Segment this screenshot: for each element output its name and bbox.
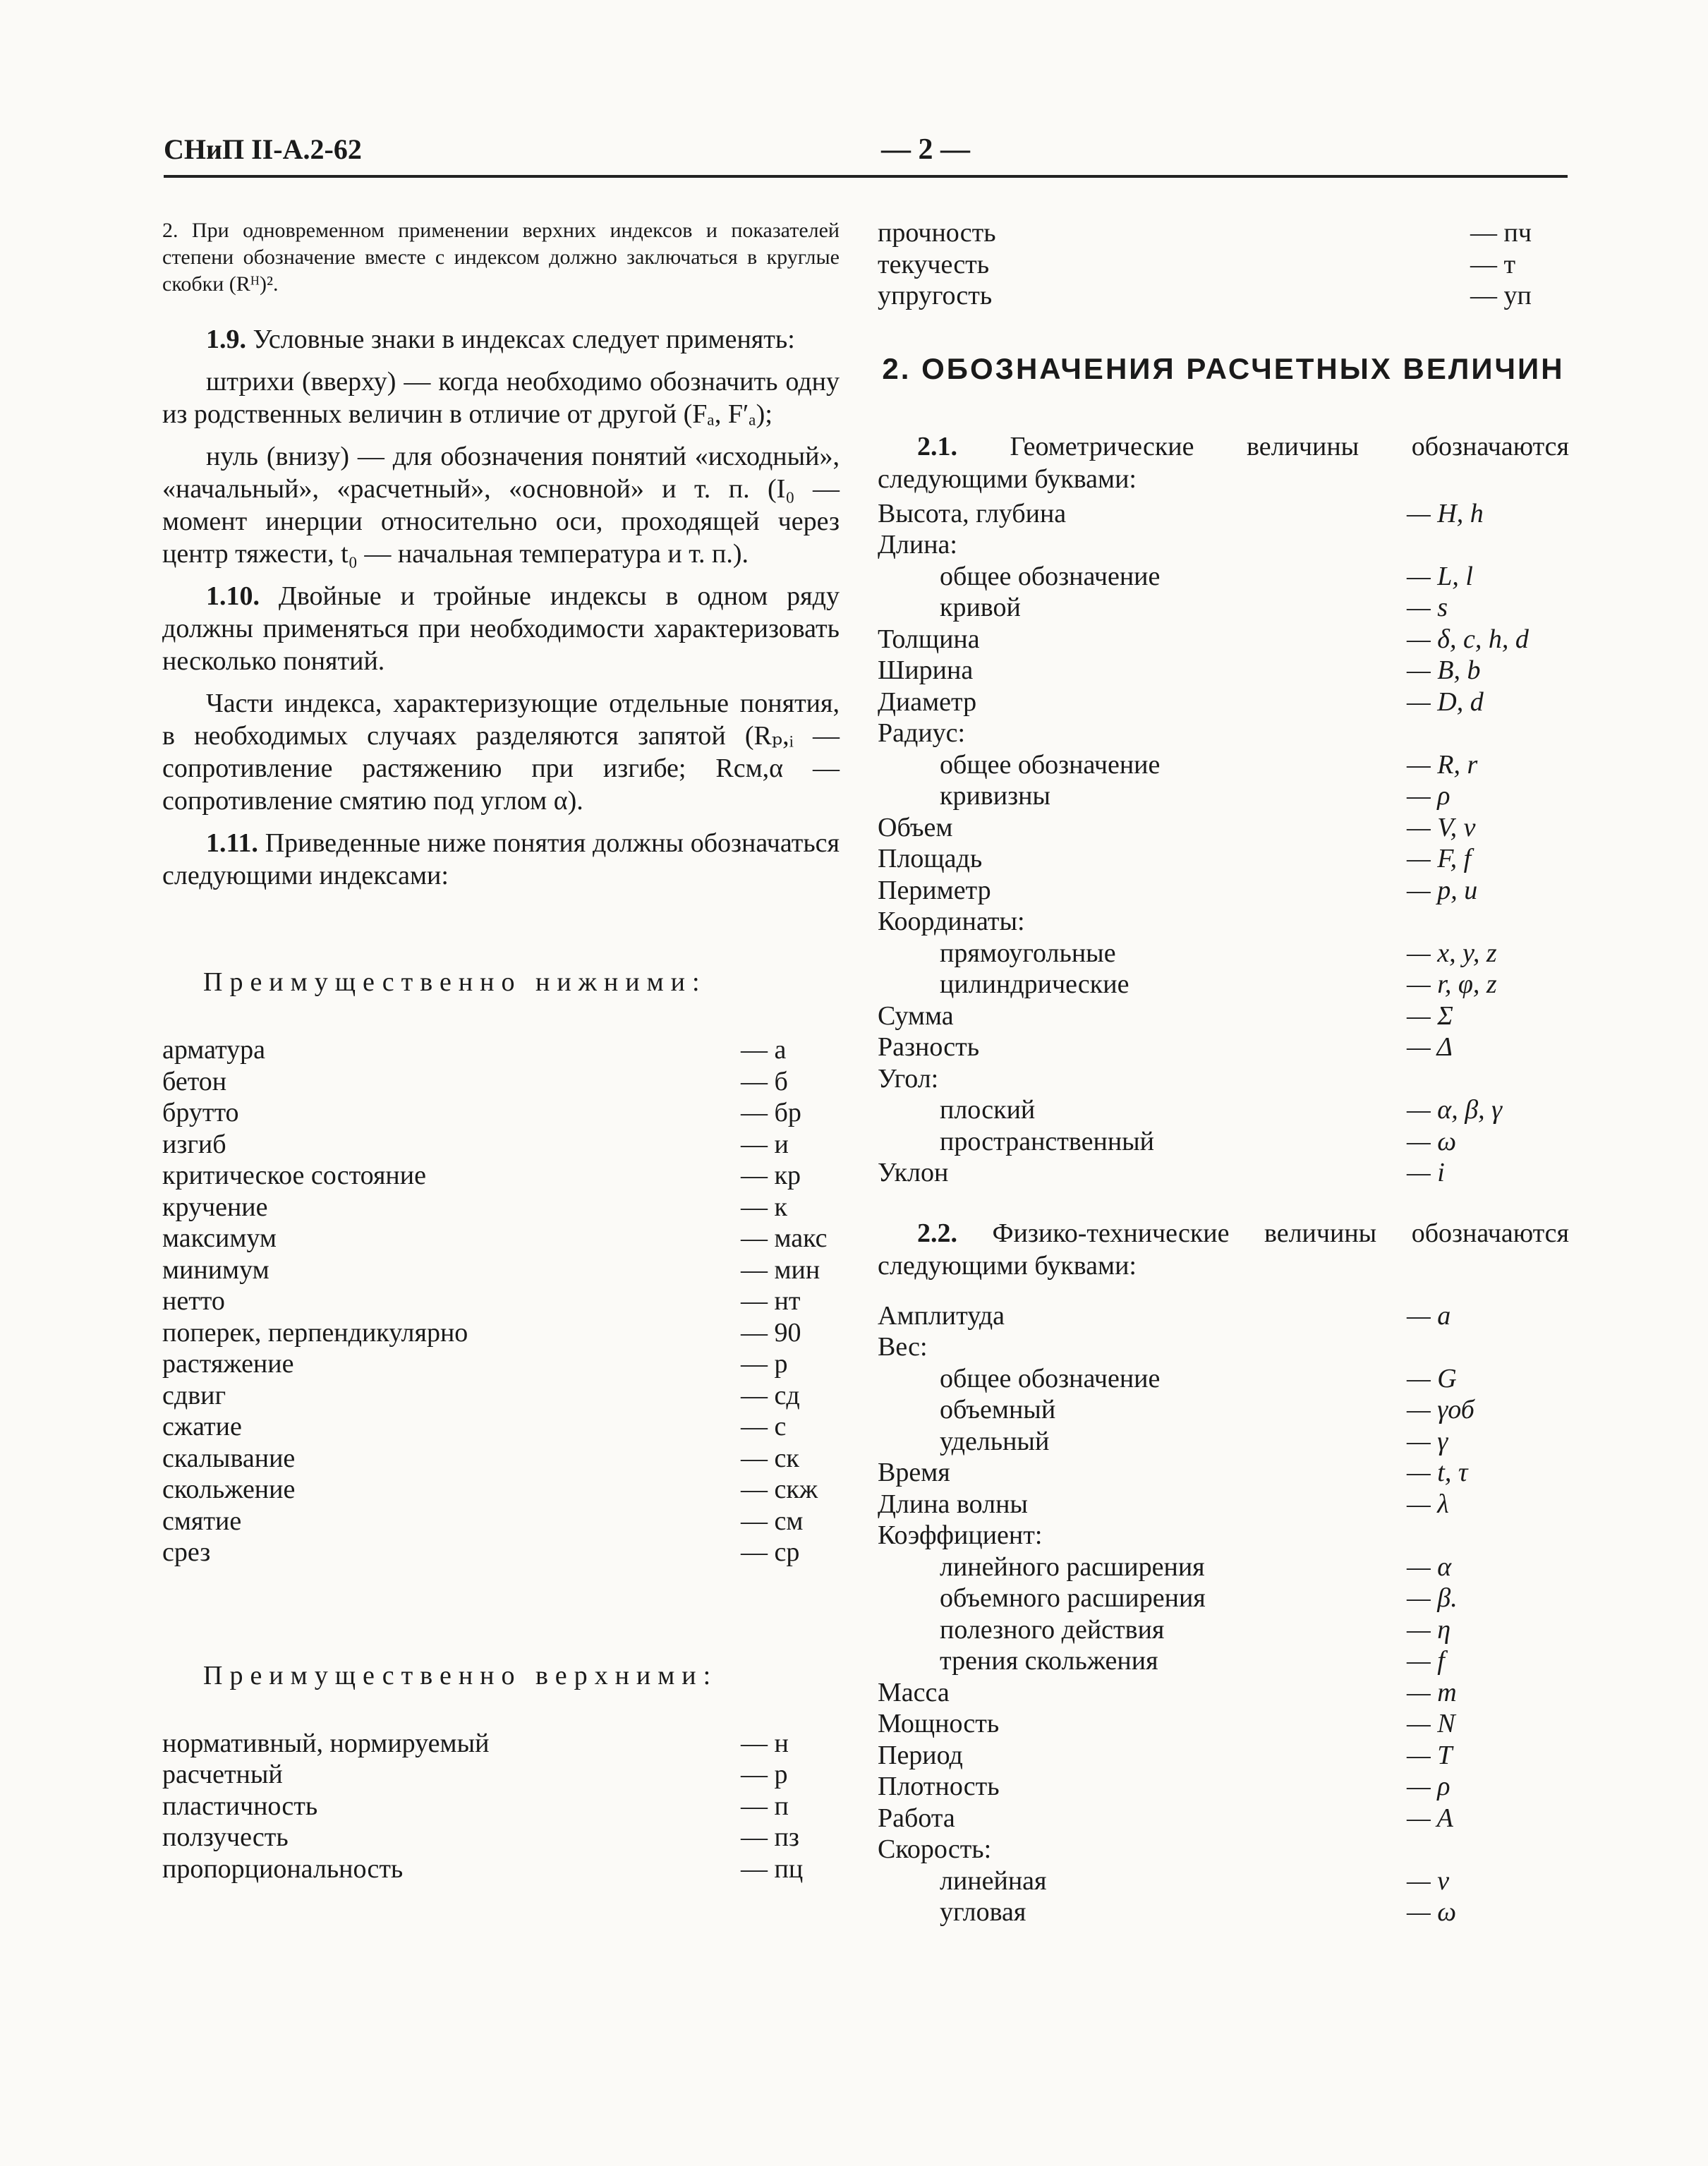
paragraph-1-11 (162, 827, 840, 892)
term-label: сжатие (162, 1412, 242, 1441)
term-label: плоский (940, 1095, 1036, 1125)
term-symbol: — нт (741, 1286, 801, 1316)
term-symbol (1407, 906, 1569, 938)
term-label: Время (878, 1458, 950, 1487)
term-symbol: — v (1407, 1865, 1450, 1896)
term-label: Разность (878, 1032, 980, 1062)
term-symbol: — скж (741, 1475, 818, 1504)
term-label: Ширина (878, 655, 974, 685)
clause-text: Приведенные ниже понятия должны обозначаться следующими индексами: (162, 828, 840, 890)
list-item (162, 1317, 840, 1349)
clause-text: Физико-технические величины обозначаются следующими буквами: (878, 1218, 1569, 1281)
term-symbol: — р (741, 1760, 788, 1789)
list-item (878, 875, 1569, 907)
list-item (162, 1411, 840, 1443)
term-symbol (1407, 718, 1569, 749)
term-label: Периметр (878, 875, 991, 905)
term-symbol (1407, 1063, 1569, 1095)
term-label: цилиндрические (940, 969, 1129, 999)
term-label: линейная (940, 1865, 1047, 1896)
term-symbol: — уп (1470, 281, 1532, 310)
term-symbol: — п (741, 1791, 789, 1821)
term-symbol: — ск (741, 1443, 799, 1473)
list-item (878, 812, 1569, 844)
list-item (878, 749, 1569, 781)
term-symbol: — б (741, 1066, 788, 1096)
list-item (878, 1300, 1569, 1332)
list-item (162, 1728, 840, 1760)
list-item (878, 1157, 1569, 1189)
term-symbol: — F, f (1407, 844, 1472, 873)
term-label: Радиус: (878, 718, 966, 748)
list-item (878, 1094, 1569, 1126)
term-label: Уклон (878, 1158, 949, 1187)
clause-number: 2.2. (917, 1218, 957, 1248)
term-label: Площадь (878, 844, 983, 873)
term-label: кривой (940, 593, 1021, 622)
list-item (162, 1160, 840, 1192)
term-label: ползучесть (162, 1822, 289, 1852)
term-label: угловая (940, 1897, 1026, 1927)
term-symbol: — и (741, 1129, 789, 1159)
term-symbol: — N (1407, 1709, 1455, 1738)
term-label: минимум (162, 1254, 269, 1285)
list-item (878, 780, 1569, 812)
upper-indices-heading: Преимущественно верхними: (203, 1660, 718, 1690)
list-item (878, 1031, 1569, 1063)
list-item (878, 561, 1569, 593)
term-symbol: — 90 (741, 1317, 801, 1348)
right-column (878, 217, 1569, 1928)
term-symbol: — B, b (1407, 655, 1481, 685)
clause-number: 2.1. (917, 431, 957, 461)
term-label: Плотность (878, 1772, 1000, 1801)
term-symbol: — x, y, z (1407, 938, 1497, 968)
term-symbol: — ρ (1407, 1772, 1450, 1801)
list-item (878, 529, 1569, 561)
term-symbol: — пз (741, 1822, 799, 1852)
term-label: критическое состояние (162, 1161, 426, 1190)
list-item (162, 1034, 840, 1066)
list-item (878, 718, 1569, 749)
term-symbol: — см (741, 1506, 804, 1536)
list-item (162, 1474, 840, 1506)
term-symbol (1407, 1331, 1569, 1363)
term-label: сдвиг (162, 1380, 226, 1410)
term-label: Координаты: (878, 907, 1025, 936)
list-item (162, 1853, 840, 1885)
term-label: объемного расширения (940, 1583, 1206, 1613)
list-item (162, 1759, 840, 1791)
clause-number: 1.11. (206, 828, 258, 858)
term-label: Угол: (878, 1063, 939, 1094)
term-label: пространственный (940, 1126, 1155, 1156)
term-label: скольжение (162, 1475, 296, 1504)
list-item (162, 1537, 840, 1568)
term-symbol: — λ (1407, 1489, 1449, 1519)
term-symbol: — p, u (1407, 875, 1478, 905)
list-item (162, 1066, 840, 1098)
list-item (878, 1834, 1569, 1865)
list-item (162, 1822, 840, 1853)
term-symbol: — пц (741, 1853, 804, 1884)
paragraph-1-10 (162, 580, 840, 677)
term-label: скалывание (162, 1443, 296, 1473)
list-item (878, 1489, 1569, 1520)
paragraph-index-parts: Части индекса, характеризующие отдельные понятия, в необходимых случаях разделяются запятой (Rₚ,ᵢ — сопротивление растяжению при изгибе; Rсм,α — сопротивление смятию под углом α). (162, 689, 840, 816)
list-item (878, 249, 1569, 281)
list-item (162, 1285, 840, 1317)
paragraph-strokes: штрихи (вверху) — когда необходимо обозначить одну из родственных величин в отличие от другой (Fₐ, F′ₐ); (162, 367, 840, 429)
term-symbol: — η (1407, 1614, 1451, 1645)
term-label: линейного расширения (940, 1551, 1205, 1582)
term-label: пластичность (162, 1791, 318, 1821)
term-label: растяжение (162, 1349, 294, 1379)
term-label: Скорость: (878, 1834, 992, 1864)
term-symbol: — m (1407, 1677, 1457, 1707)
list-item (878, 498, 1569, 530)
paragraph-2-2 (878, 1217, 1569, 1282)
term-symbol: — r, φ, z (1407, 969, 1497, 999)
term-symbol: — H, h (1407, 498, 1484, 528)
term-label: нормативный, нормируемый (162, 1728, 490, 1758)
list-item (878, 1126, 1569, 1158)
list-item (878, 1520, 1569, 1551)
section-title: 2. ОБОЗНАЧЕНИЯ РАСЧЕТНЫХ ВЕЛИЧИН (882, 351, 1565, 385)
lower-indices-list (162, 1034, 840, 1568)
term-label: объемный (940, 1395, 1056, 1424)
term-symbol: — δ, c, h, d (1407, 624, 1529, 654)
page-header (164, 133, 1568, 182)
term-label: Длина волны (878, 1489, 1028, 1519)
list-item (878, 1614, 1569, 1646)
footnote-2: 2. При одновременном применении верхних индексов и показателей степени обозначение вместе с индексом должно заключаться в круглые скобки (Rᴴ)². (162, 219, 840, 296)
term-symbol: — Δ (1407, 1032, 1453, 1062)
term-symbol: — α (1407, 1551, 1452, 1582)
list-item (878, 1865, 1569, 1897)
list-item (162, 1791, 840, 1822)
list-item (162, 1254, 840, 1286)
term-label: Мощность (878, 1709, 1000, 1738)
term-label: Работа (878, 1803, 955, 1833)
term-label: полезного действия (940, 1614, 1165, 1645)
term-label: Высота, глубина (878, 498, 1067, 528)
term-symbol: — макс (741, 1223, 828, 1253)
term-label: удельный (940, 1426, 1050, 1456)
term-symbol: — кр (741, 1161, 801, 1190)
clause-number: 1.9. (206, 325, 246, 354)
list-item (162, 1097, 840, 1129)
list-item (878, 1331, 1569, 1363)
geometric-quantities-list (878, 498, 1569, 1189)
list-item (162, 1380, 840, 1412)
term-symbol: — Σ (1407, 1000, 1453, 1031)
list-item (162, 1443, 840, 1475)
term-label: Сумма (878, 1000, 954, 1031)
term-symbol: — бр (741, 1098, 801, 1127)
term-symbol: — α, β, γ (1407, 1095, 1503, 1125)
document-code: СНиП II-А.2-62 (164, 133, 362, 165)
list-item (878, 1583, 1569, 1614)
term-label: максимум (162, 1223, 277, 1253)
clause-text: Условные знаки в индексах следует применять: (253, 325, 795, 354)
clause-text: Геометрические величины обозначаются следующими буквами: (878, 431, 1569, 494)
lower-indices-heading: Преимущественно нижними: (203, 967, 707, 997)
upper-indices-list (162, 1728, 840, 1885)
term-label: Диаметр (878, 686, 977, 717)
term-label: кривизны (940, 781, 1050, 811)
term-symbol: — a (1407, 1300, 1451, 1331)
term-symbol: — н (741, 1728, 789, 1758)
term-label: срез (162, 1537, 211, 1567)
list-item (878, 1896, 1569, 1928)
list-item (878, 686, 1569, 718)
term-symbol: — ω (1407, 1126, 1457, 1156)
list-item (878, 1363, 1569, 1395)
header-rule (164, 175, 1568, 178)
list-item (878, 1551, 1569, 1583)
term-symbol: — T (1407, 1740, 1453, 1770)
term-symbol: — D, d (1407, 686, 1484, 717)
list-item (878, 1677, 1569, 1709)
list-item (878, 217, 1569, 249)
term-symbol: — ρ (1407, 781, 1450, 811)
term-symbol: — ср (741, 1537, 800, 1567)
term-symbol: — пч (1470, 218, 1532, 248)
list-item (878, 1803, 1569, 1834)
term-symbol: — т (1470, 249, 1516, 279)
list-item (878, 1000, 1569, 1032)
term-symbol: — сд (741, 1380, 800, 1410)
term-label: изгиб (162, 1129, 226, 1159)
term-symbol: — G (1407, 1363, 1457, 1393)
term-label: Амплитуда (878, 1300, 1005, 1331)
term-symbol (1407, 1834, 1569, 1865)
list-item (162, 1192, 840, 1223)
list-item (878, 592, 1569, 624)
list-item (162, 1129, 840, 1161)
list-item (878, 1708, 1569, 1740)
list-item (878, 906, 1569, 938)
list-item (162, 1223, 840, 1254)
list-item (878, 938, 1569, 969)
list-item (162, 1348, 840, 1380)
term-symbol: — f (1407, 1646, 1445, 1676)
list-item (162, 1506, 840, 1537)
term-label: трения скольжения (940, 1646, 1158, 1676)
term-symbol: — мин (741, 1254, 820, 1285)
term-label: Коэффициент: (878, 1520, 1043, 1550)
term-label: Масса (878, 1677, 950, 1707)
term-symbol: — β. (1407, 1583, 1458, 1613)
term-label: упругость (878, 281, 993, 310)
clause-text: Двойные и тройные индексы в одном ряду должны применяться при необходимости характеризовать несколько понятий. (162, 581, 840, 676)
term-symbol: — R, r (1407, 749, 1478, 780)
term-symbol: — р (741, 1349, 788, 1379)
term-label: общее обозначение (940, 749, 1161, 780)
term-label: общее обозначение (940, 1363, 1161, 1393)
page-number: — 2 — (881, 133, 970, 166)
term-label: текучесть (878, 249, 990, 279)
term-label: поперек, перпендикулярно (162, 1317, 468, 1348)
paragraph-1-9 (162, 323, 840, 356)
list-item (878, 1771, 1569, 1803)
term-label: прямоугольные (940, 938, 1116, 968)
term-symbol: — i (1407, 1158, 1445, 1187)
term-label: расчетный (162, 1760, 283, 1789)
term-label: прочность (878, 218, 996, 248)
paragraph-zero: нуль (внизу) — для обозначения понятий «исходный», «начальный», «расчетный», «основной» и т. п. (I₀ — момент инерции относительно оси, проходящей через центр тяжести, t₀ — начальная температура и т. п.). (162, 442, 840, 569)
term-label: Период (878, 1740, 963, 1770)
list-item (878, 843, 1569, 875)
term-label: пропорциональность (162, 1853, 404, 1884)
term-label: общее обозначение (940, 561, 1161, 591)
term-label: смятие (162, 1506, 242, 1536)
term-label: Объем (878, 812, 953, 842)
term-label: брутто (162, 1098, 239, 1127)
term-symbol: — γ (1407, 1426, 1448, 1456)
term-symbol: — γоб (1407, 1395, 1474, 1424)
list-item (878, 1645, 1569, 1677)
paragraph-2-1 (878, 430, 1569, 495)
term-label: нетто (162, 1286, 225, 1316)
list-item (878, 969, 1569, 1000)
term-symbol: — с (741, 1412, 787, 1441)
term-symbol (1407, 529, 1569, 561)
term-label: кручение (162, 1192, 268, 1222)
list-item (878, 1457, 1569, 1489)
term-symbol: — t, τ (1407, 1458, 1468, 1487)
term-symbol: — к (741, 1192, 787, 1222)
term-symbol: — ω (1407, 1897, 1457, 1927)
term-label: Толщина (878, 624, 980, 654)
list-item (878, 280, 1569, 312)
left-column (162, 217, 840, 1884)
term-symbol: — A (1407, 1803, 1453, 1833)
list-item (878, 1740, 1569, 1772)
term-label: арматура (162, 1035, 265, 1065)
term-label: Длина: (878, 530, 957, 559)
clause-number: 1.10. (206, 581, 260, 611)
term-symbol (1407, 1520, 1569, 1551)
term-symbol: — s (1407, 593, 1448, 622)
upper-indices-list-continued (878, 217, 1569, 312)
list-item (878, 624, 1569, 655)
term-symbol: — L, l (1407, 561, 1473, 591)
list-item (878, 655, 1569, 686)
list-item (878, 1063, 1569, 1095)
physical-quantities-list (878, 1300, 1569, 1928)
term-symbol: — а (741, 1035, 787, 1065)
term-label: Вес: (878, 1332, 928, 1362)
term-symbol: — V, v (1407, 812, 1476, 842)
list-item (878, 1426, 1569, 1458)
list-item (878, 1394, 1569, 1426)
term-label: бетон (162, 1066, 227, 1096)
